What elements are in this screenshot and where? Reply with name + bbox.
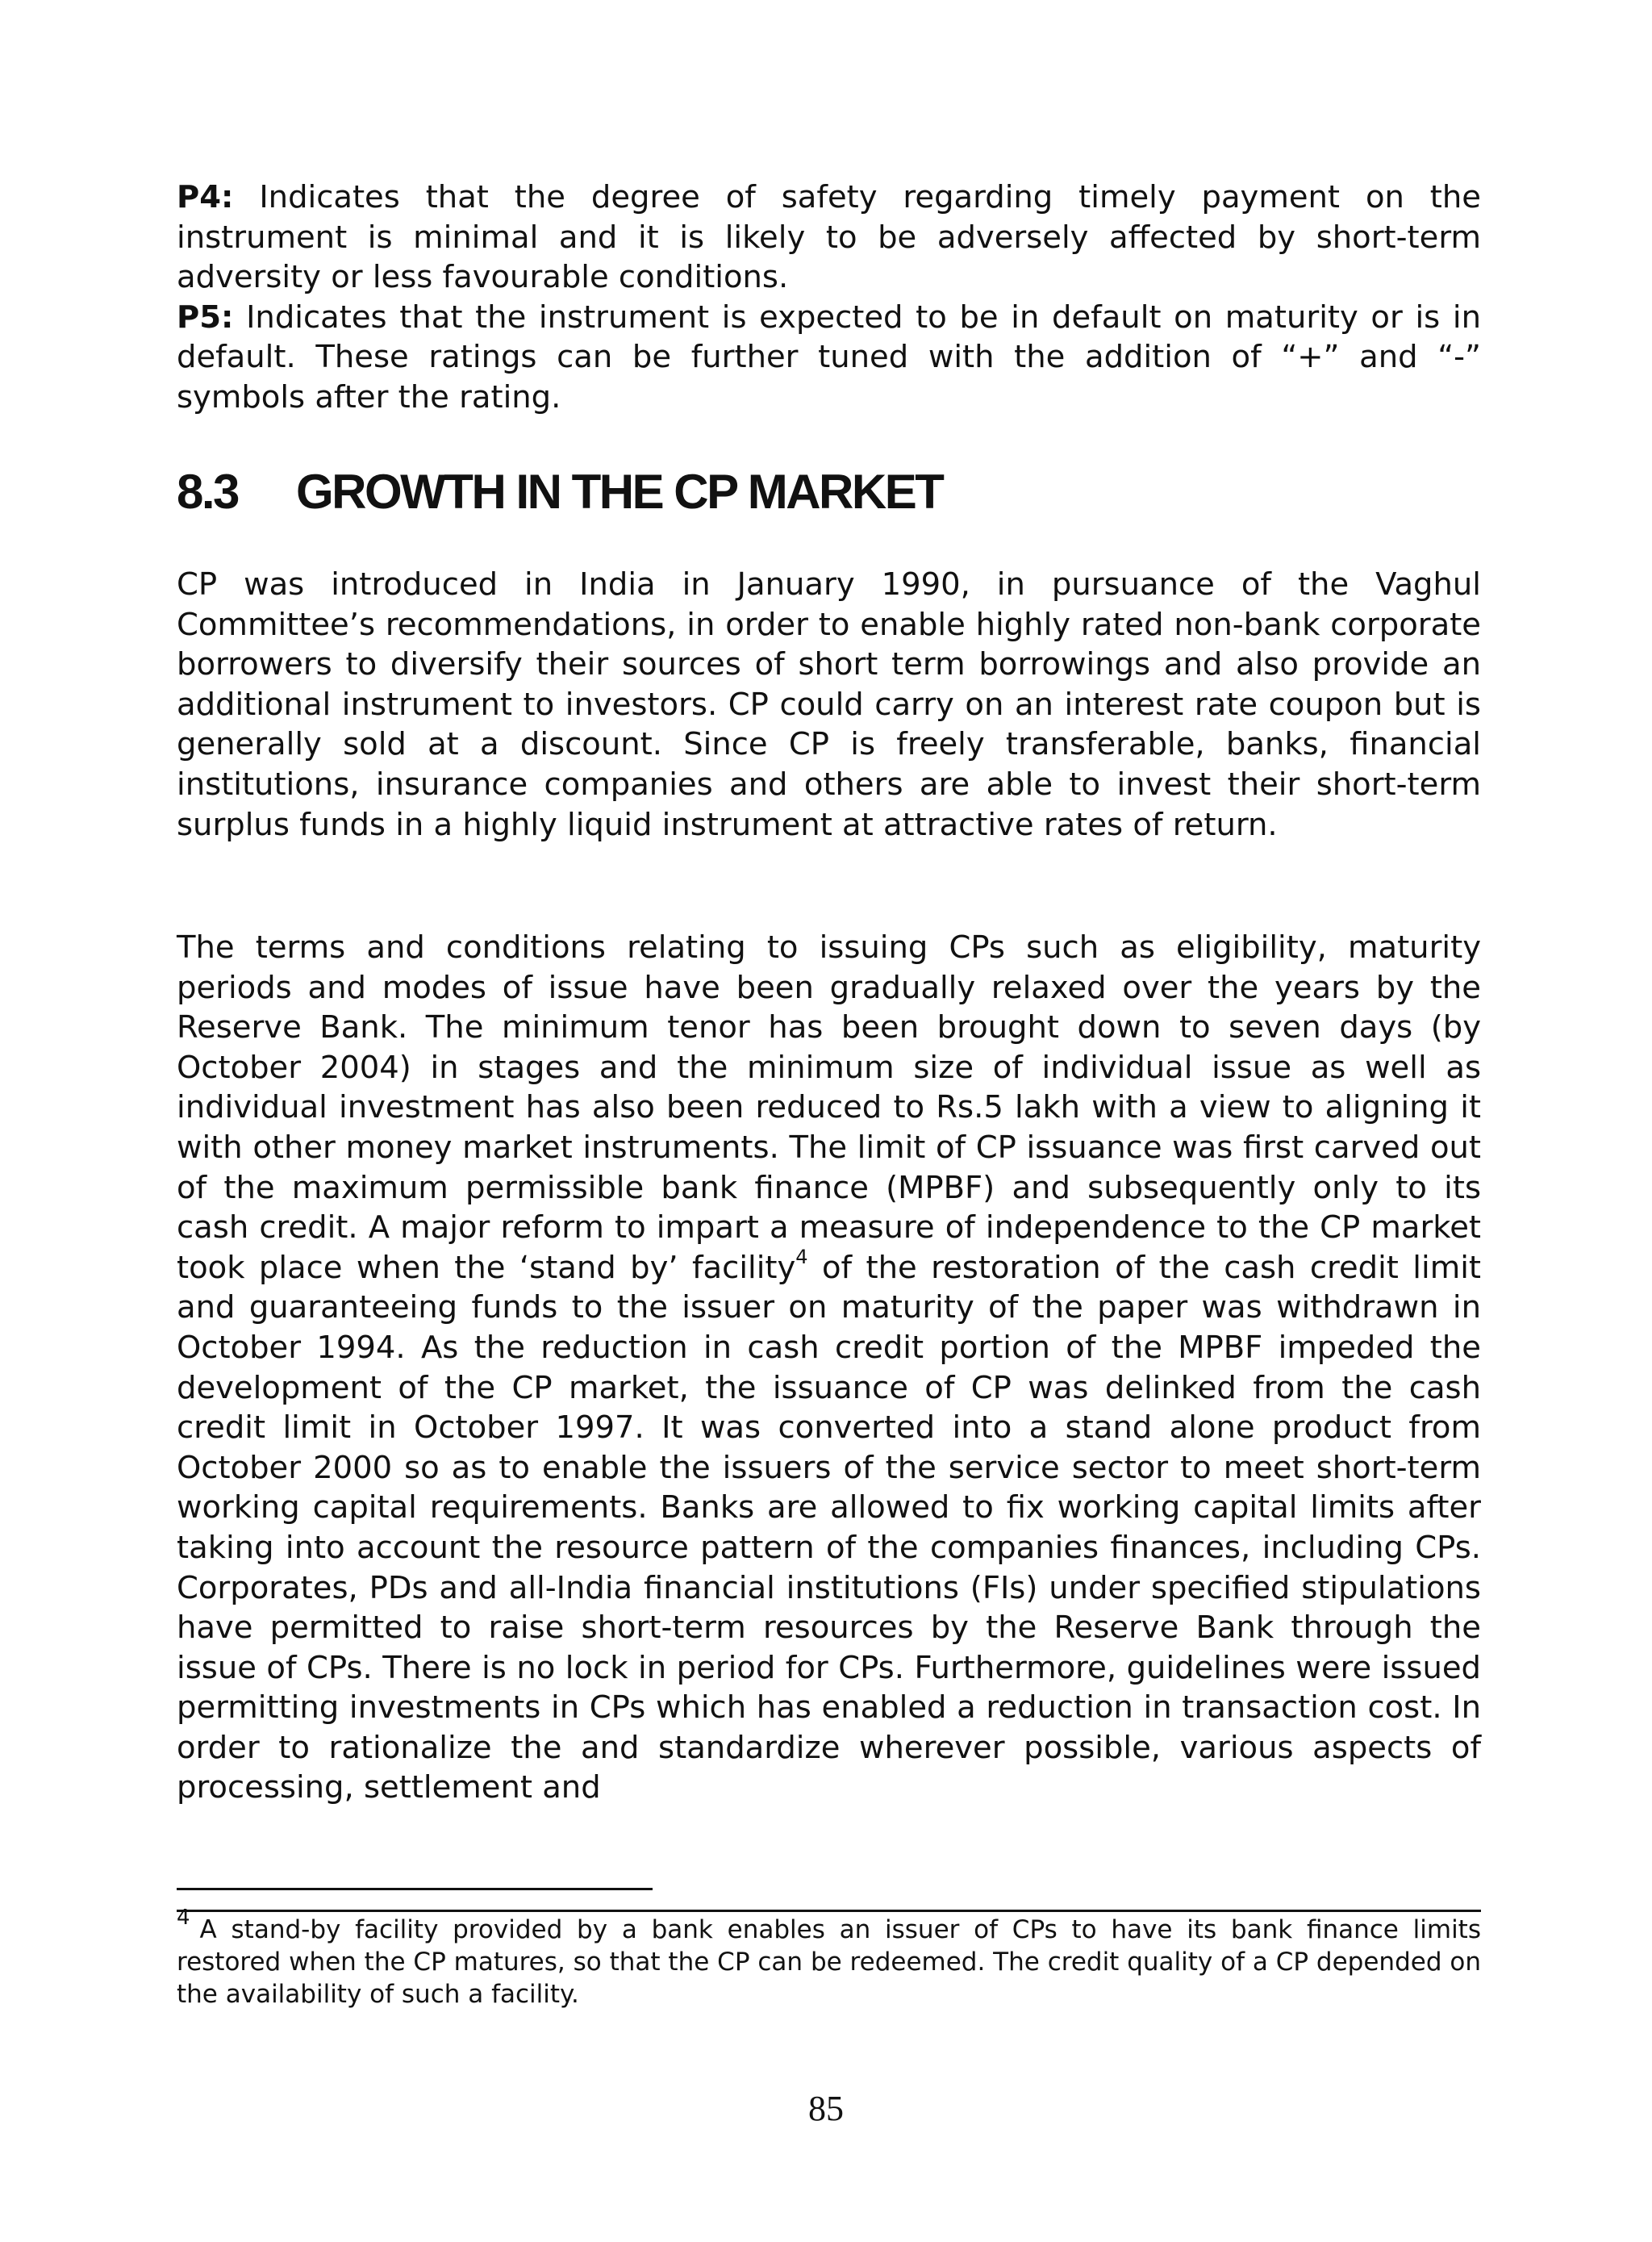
footnote-separator	[177, 1888, 653, 1890]
rating-p5-text: Indicates that the instrument is expected to be in default on maturity or is in default. These ratings can be further tuned with the addition of “+” and “-” symbols after the rating.	[177, 299, 1481, 415]
paragraph-text-part-2: of the restoration of the cash credit limit and guaranteeing funds to the issuer on maturity of the paper was withdrawn in October 1994. As the reduction in cash credit portion of the MPBF impeded the development of the CP market, the issuance of CP was delinked from the cash credit limit in October 1997. It was converted into a stand alone product from October 2000 so as to enable the issuers of the service sector to meet short-term working capital requirements. Banks are allowed to fix working capital limits after taking into account the resource pattern of the companies finances, including CPs. Corporates, PDs and all-India financial institutions (FIs) under specified stipulations have permitted to raise short-term resources by the Reserve Bank through the issue of CPs. There is no lock in period for CPs. Furthermore, guidelines were issued permitting investments in CPs which has enabled a reduction in transaction cost. In order to rationalize the and standardize wherever possible, various aspects of processing, settlement and	[177, 1249, 1481, 1806]
section-title: GROWTH IN THE CP MARKET	[296, 465, 943, 519]
rating-p4	[177, 177, 1481, 298]
section-number: 8.3	[177, 465, 238, 519]
footnote-reference: 4	[795, 1245, 808, 1268]
footnote	[177, 1905, 1481, 2010]
page-number: 85	[808, 2089, 844, 2128]
footnote-rule	[177, 1910, 1481, 1912]
paragraph-terms-and-conditions	[177, 928, 1481, 1808]
rating-p4-text: Indicates that the degree of safety regarding timely payment on the instrument is minimal and it is likely to be adversely affected by short-term adversity or less favourable conditions.	[177, 179, 1481, 296]
rating-p4-label: P4:	[177, 179, 234, 215]
rating-p5	[177, 298, 1481, 418]
footnote-marker: 4	[177, 1905, 190, 1930]
footnote-text: A stand-by facility provided by a bank enables an issuer of CPs to have its bank finance limits restored when the CP matures, so that the CP can be redeemed. The credit quality of a CP depended on the availability of such a facility.	[177, 1915, 1481, 2009]
rating-p5-label: P5:	[177, 299, 234, 336]
ratings-definitions	[177, 177, 1481, 418]
paragraph-text-part-1: The terms and conditions relating to issuing CPs such as eligibility, maturity periods and modes of issue have been gradually relaxed over the years by the Reserve Bank. The minimum tenor has been brought down to seven days (by October 2004) in stages and the minimum size of individual issue as well as individual investment has also been reduced to Rs.5 lakh with a view to aligning it with other money market instruments. The limit of CP issuance was first carved out of the maximum permissible bank finance (MPBF) and subsequently only to its cash credit. A major reform to impart a measure of independence to the CP market took place when the ‘stand by’ facility	[177, 929, 1481, 1286]
paragraph-introduction: CP was introduced in India in January 1990, in pursuance of the Vaghul Committee’s recommendations, in order to enable highly rated non-bank corporate borrowers to diversify their sources of short term borrowings and also provide an additional instrument to investors. CP could carry on an interest rate coupon but is generally sold at a discount. Since CP is freely transferable, banks, financial institutions, insurance companies and others are able to invest their short-term surplus funds in a highly liquid instrument at attractive rates of return.	[177, 566, 1481, 843]
section-heading	[177, 464, 1481, 520]
